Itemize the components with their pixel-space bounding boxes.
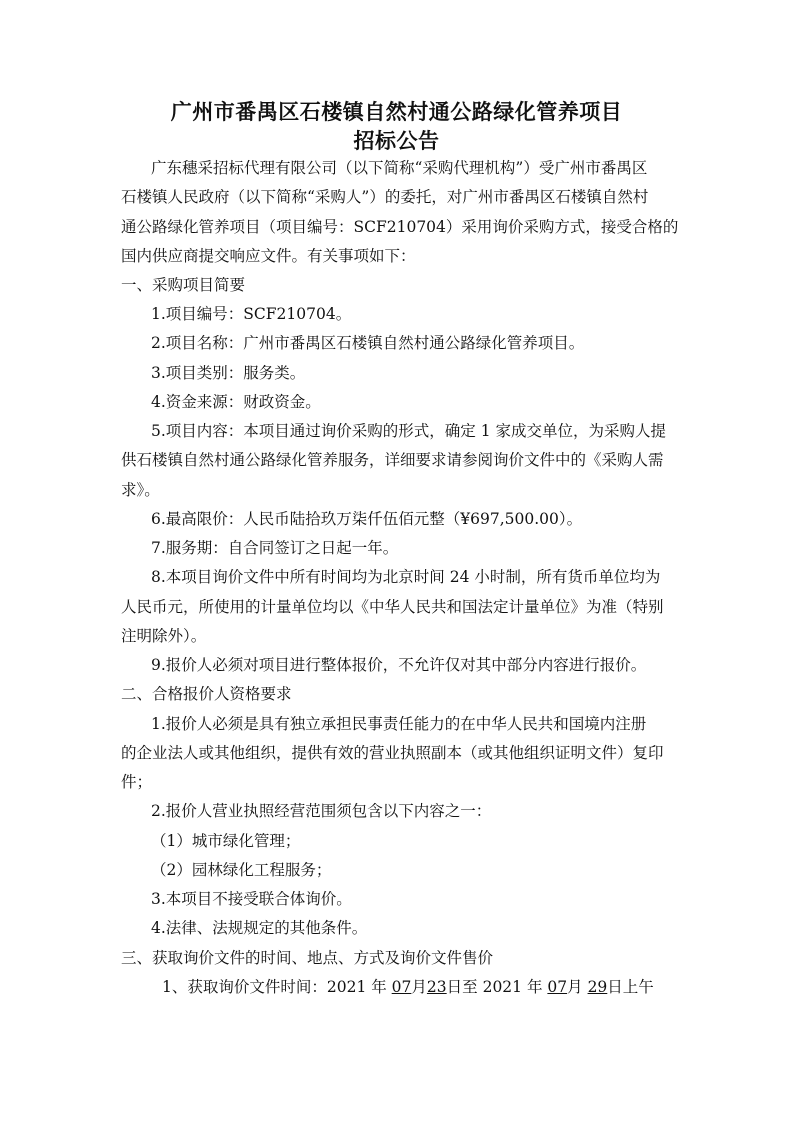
section1-item9: 9.报价人必须对项目进行整体报价，不允许仅对其中部分内容进行报价。 [151,656,647,674]
section1-item7: 7.服务期：自合同签订之日起一年。 [151,539,399,557]
section1-item8-line2: 人民币元，所使用的计量单位均以《中华人民共和国法定计量单位》为准（特别 [121,598,664,616]
intro-line-1: 广东穗采招标代理有限公司（以下简称“采购代理机构”）受广州市番禺区 [151,159,648,177]
page-subtitle: 招标公告 [353,128,440,153]
section2-sub1: （1）城市绿化管理； [151,832,301,850]
section1-item5-line3: 求》。 [121,481,160,499]
end-day: 29 [587,978,608,996]
section3-heading: 三、获取询价文件的时间、地点、方式及询价文件售价 [121,949,494,967]
section2-sub2: （2）园林绿化工程服务； [151,861,332,879]
intro-line-3: 通公路绿化管养项目（项目编号：SCF210704）采用询价采购方式，接受合格的 [121,218,679,236]
page-title: 广州市番禺区石楼镇自然村通公路绿化管养项目 [170,99,623,124]
section2-heading: 二、合格报价人资格要求 [121,685,292,703]
intro-line-2: 石楼镇人民政府（以下简称“采购人”）的委托，对广州市番禺区石楼镇自然村 [121,188,649,206]
section2-item2: 2.报价人营业执照经营范围须包含以下内容之一： [151,802,492,820]
section1-item6: 6.最高限价：人民币陆拾玖万柒仟伍佰元整（¥697,500.00）。 [151,510,583,528]
section2-item1-line3: 件； [121,773,153,791]
section2-item4: 4.法律、法规规定的其他条件。 [151,919,368,937]
section1-item5-line2: 供石楼镇自然村通公路绿化管养服务，详细要求请参阅询价文件中的《采购人需 [121,451,664,469]
month-char-1: 月 [411,978,427,996]
to-year-text: 日至 2021 年 [446,978,548,996]
section1-heading: 一、采购项目简要 [121,276,246,294]
section1-item8-line3: 注明除外）。 [121,627,207,645]
section1-item1: 1.项目编号：SCF210704。 [151,305,352,323]
section2-item1-line2: 的企业法人或其他组织，提供有效的营业执照副本（或其他组织证明文件）复印 [121,744,664,762]
start-month: 07 [391,978,412,996]
section3-item1 [162,977,654,997]
section1-item3: 3.项目类别：服务类。 [151,364,306,382]
end-month: 07 [547,978,568,996]
start-day: 23 [426,978,447,996]
section1-item2: 2.项目名称：广州市番禺区石楼镇自然村通公路绿化管养项目。 [151,334,585,352]
section1-item5-line1: 5.项目内容：本项目通过询价采购的形式，确定 1 家成交单位，为采购人提 [151,422,667,440]
section1-item4: 4.资金来源：财政资金。 [151,393,321,411]
morning-text: 日上午 [607,978,654,996]
intro-line-4: 国内供应商提交响应文件。有关事项如下： [121,247,416,265]
section2-item3: 3.本项目不接受联合体询价。 [151,890,352,908]
month-char-2: 月 [567,978,588,996]
section3-item1-prefix: 1、获取询价文件时间：2021 年 [162,978,392,996]
section2-item1-line1: 1.报价人必须是具有独立承担民事责任能力的在中华人民共和国境内注册 [151,715,647,733]
section1-item8-line1: 8.本项目询价文件中所有时间均为北京时间 24 小时制，所有货币单位均为 [151,568,661,586]
